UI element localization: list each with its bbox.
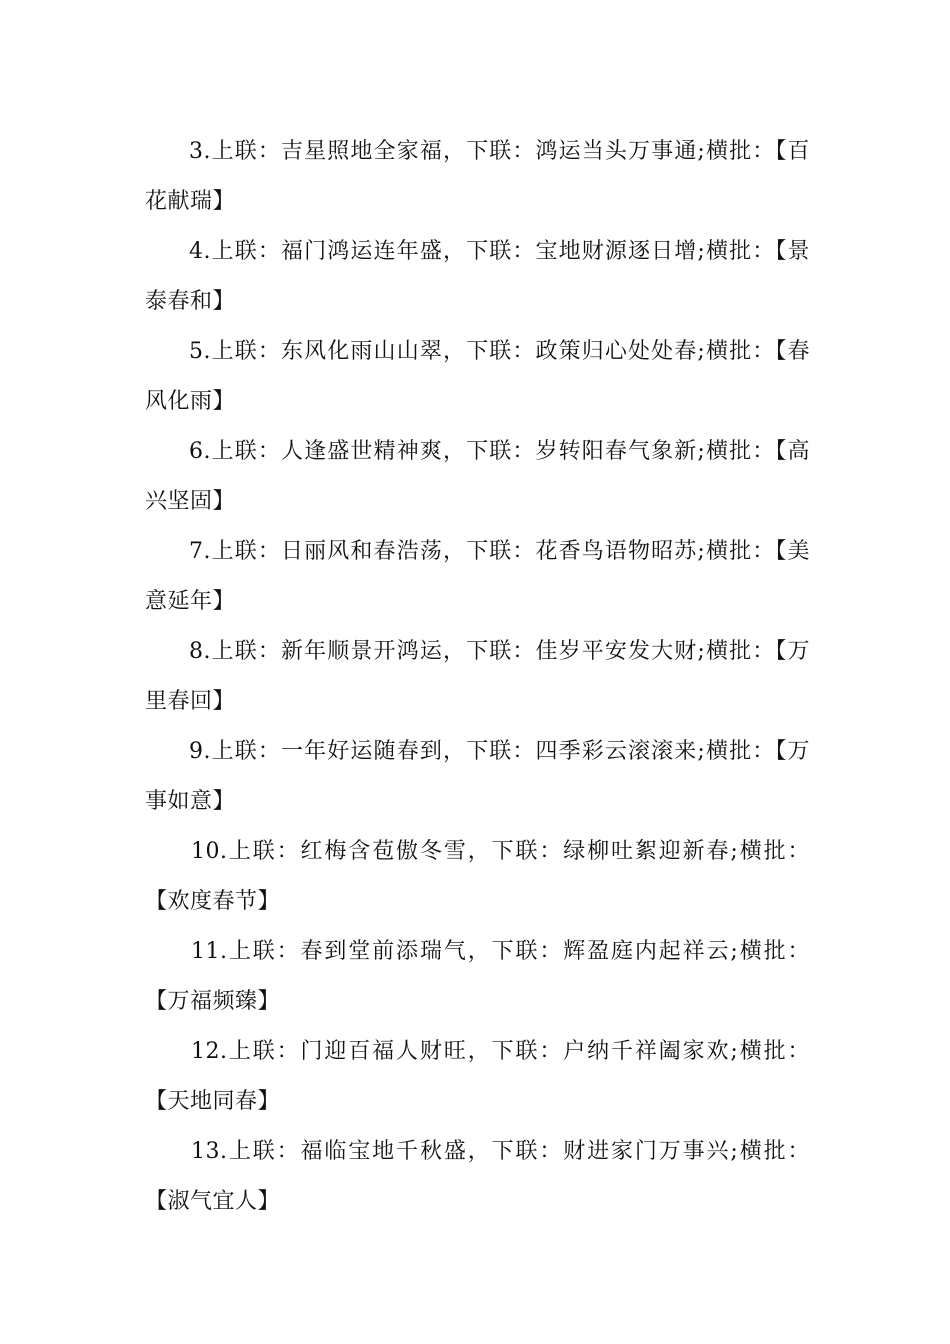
couplet-entry-line: 3.上联：吉星照地全家福，下联：鸿运当头万事通;横批：【百: [189, 139, 810, 164]
couplet-entry-continuation: 【欢度春节】: [145, 889, 281, 914]
couplet-entry-line: 4.上联：福门鸿运连年盛，下联：宝地财源逐日增;横批：【景: [189, 239, 810, 264]
couplet-entry-continuation: 花献瑞】: [145, 189, 236, 214]
couplet-entry-continuation: 【天地同春】: [145, 1089, 281, 1114]
couplet-entry-6: [145, 427, 810, 527]
couplet-entry-continuation: 【淑气宜人】: [145, 1189, 281, 1214]
couplet-entry-line: 9.上联：一年好运随春到，下联：四季彩云滚滚来;横批：【万: [189, 739, 810, 764]
couplet-entry-8: [145, 627, 810, 727]
couplet-entry-7: [145, 527, 810, 627]
couplet-entry-continuation: 意延年】: [145, 589, 236, 614]
couplet-entry-continuation: 里春回】: [145, 689, 236, 714]
couplet-entry-line: 6.上联：人逢盛世精神爽，下联：岁转阳春气象新;横批：【高: [189, 439, 810, 464]
couplet-entry-10: [145, 827, 810, 927]
couplet-list: [145, 127, 810, 1227]
couplet-entry-continuation: 兴坚固】: [145, 489, 236, 514]
couplet-entry-9: [145, 727, 810, 827]
couplet-entry-13: [145, 1127, 810, 1227]
couplet-entry-line: 10.上联：红梅含苞傲冬雪，下联：绿柳吐絮迎新春;横批：: [191, 839, 810, 864]
couplet-entry-continuation: 风化雨】: [145, 389, 236, 414]
couplet-entry-line: 5.上联：东风化雨山山翠，下联：政策归心处处春;横批：【春: [189, 339, 810, 364]
couplet-entry-continuation: 【万福频臻】: [145, 989, 281, 1014]
couplet-entry-3: [145, 127, 810, 227]
couplet-entry-continuation: 事如意】: [145, 789, 236, 814]
couplet-entry-line: 7.上联：日丽风和春浩荡，下联：花香鸟语物昭苏;横批：【美: [189, 539, 810, 564]
couplet-entry-line: 8.上联：新年顺景开鸿运，下联：佳岁平安发大财;横批：【万: [189, 639, 810, 664]
couplet-entry-continuation: 泰春和】: [145, 289, 236, 314]
couplet-entry-11: [145, 927, 810, 1027]
couplet-entry-line: 11.上联：春到堂前添瑞气，下联：辉盈庭内起祥云;横批：: [191, 939, 810, 964]
couplet-entry-line: 12.上联：门迎百福人财旺，下联：户纳千祥阖家欢;横批：: [191, 1039, 810, 1064]
couplet-entry-line: 13.上联：福临宝地千秋盛，下联：财进家门万事兴;横批：: [191, 1139, 810, 1164]
couplet-entry-5: [145, 327, 810, 427]
couplet-entry-12: [145, 1027, 810, 1127]
couplet-entry-4: [145, 227, 810, 327]
